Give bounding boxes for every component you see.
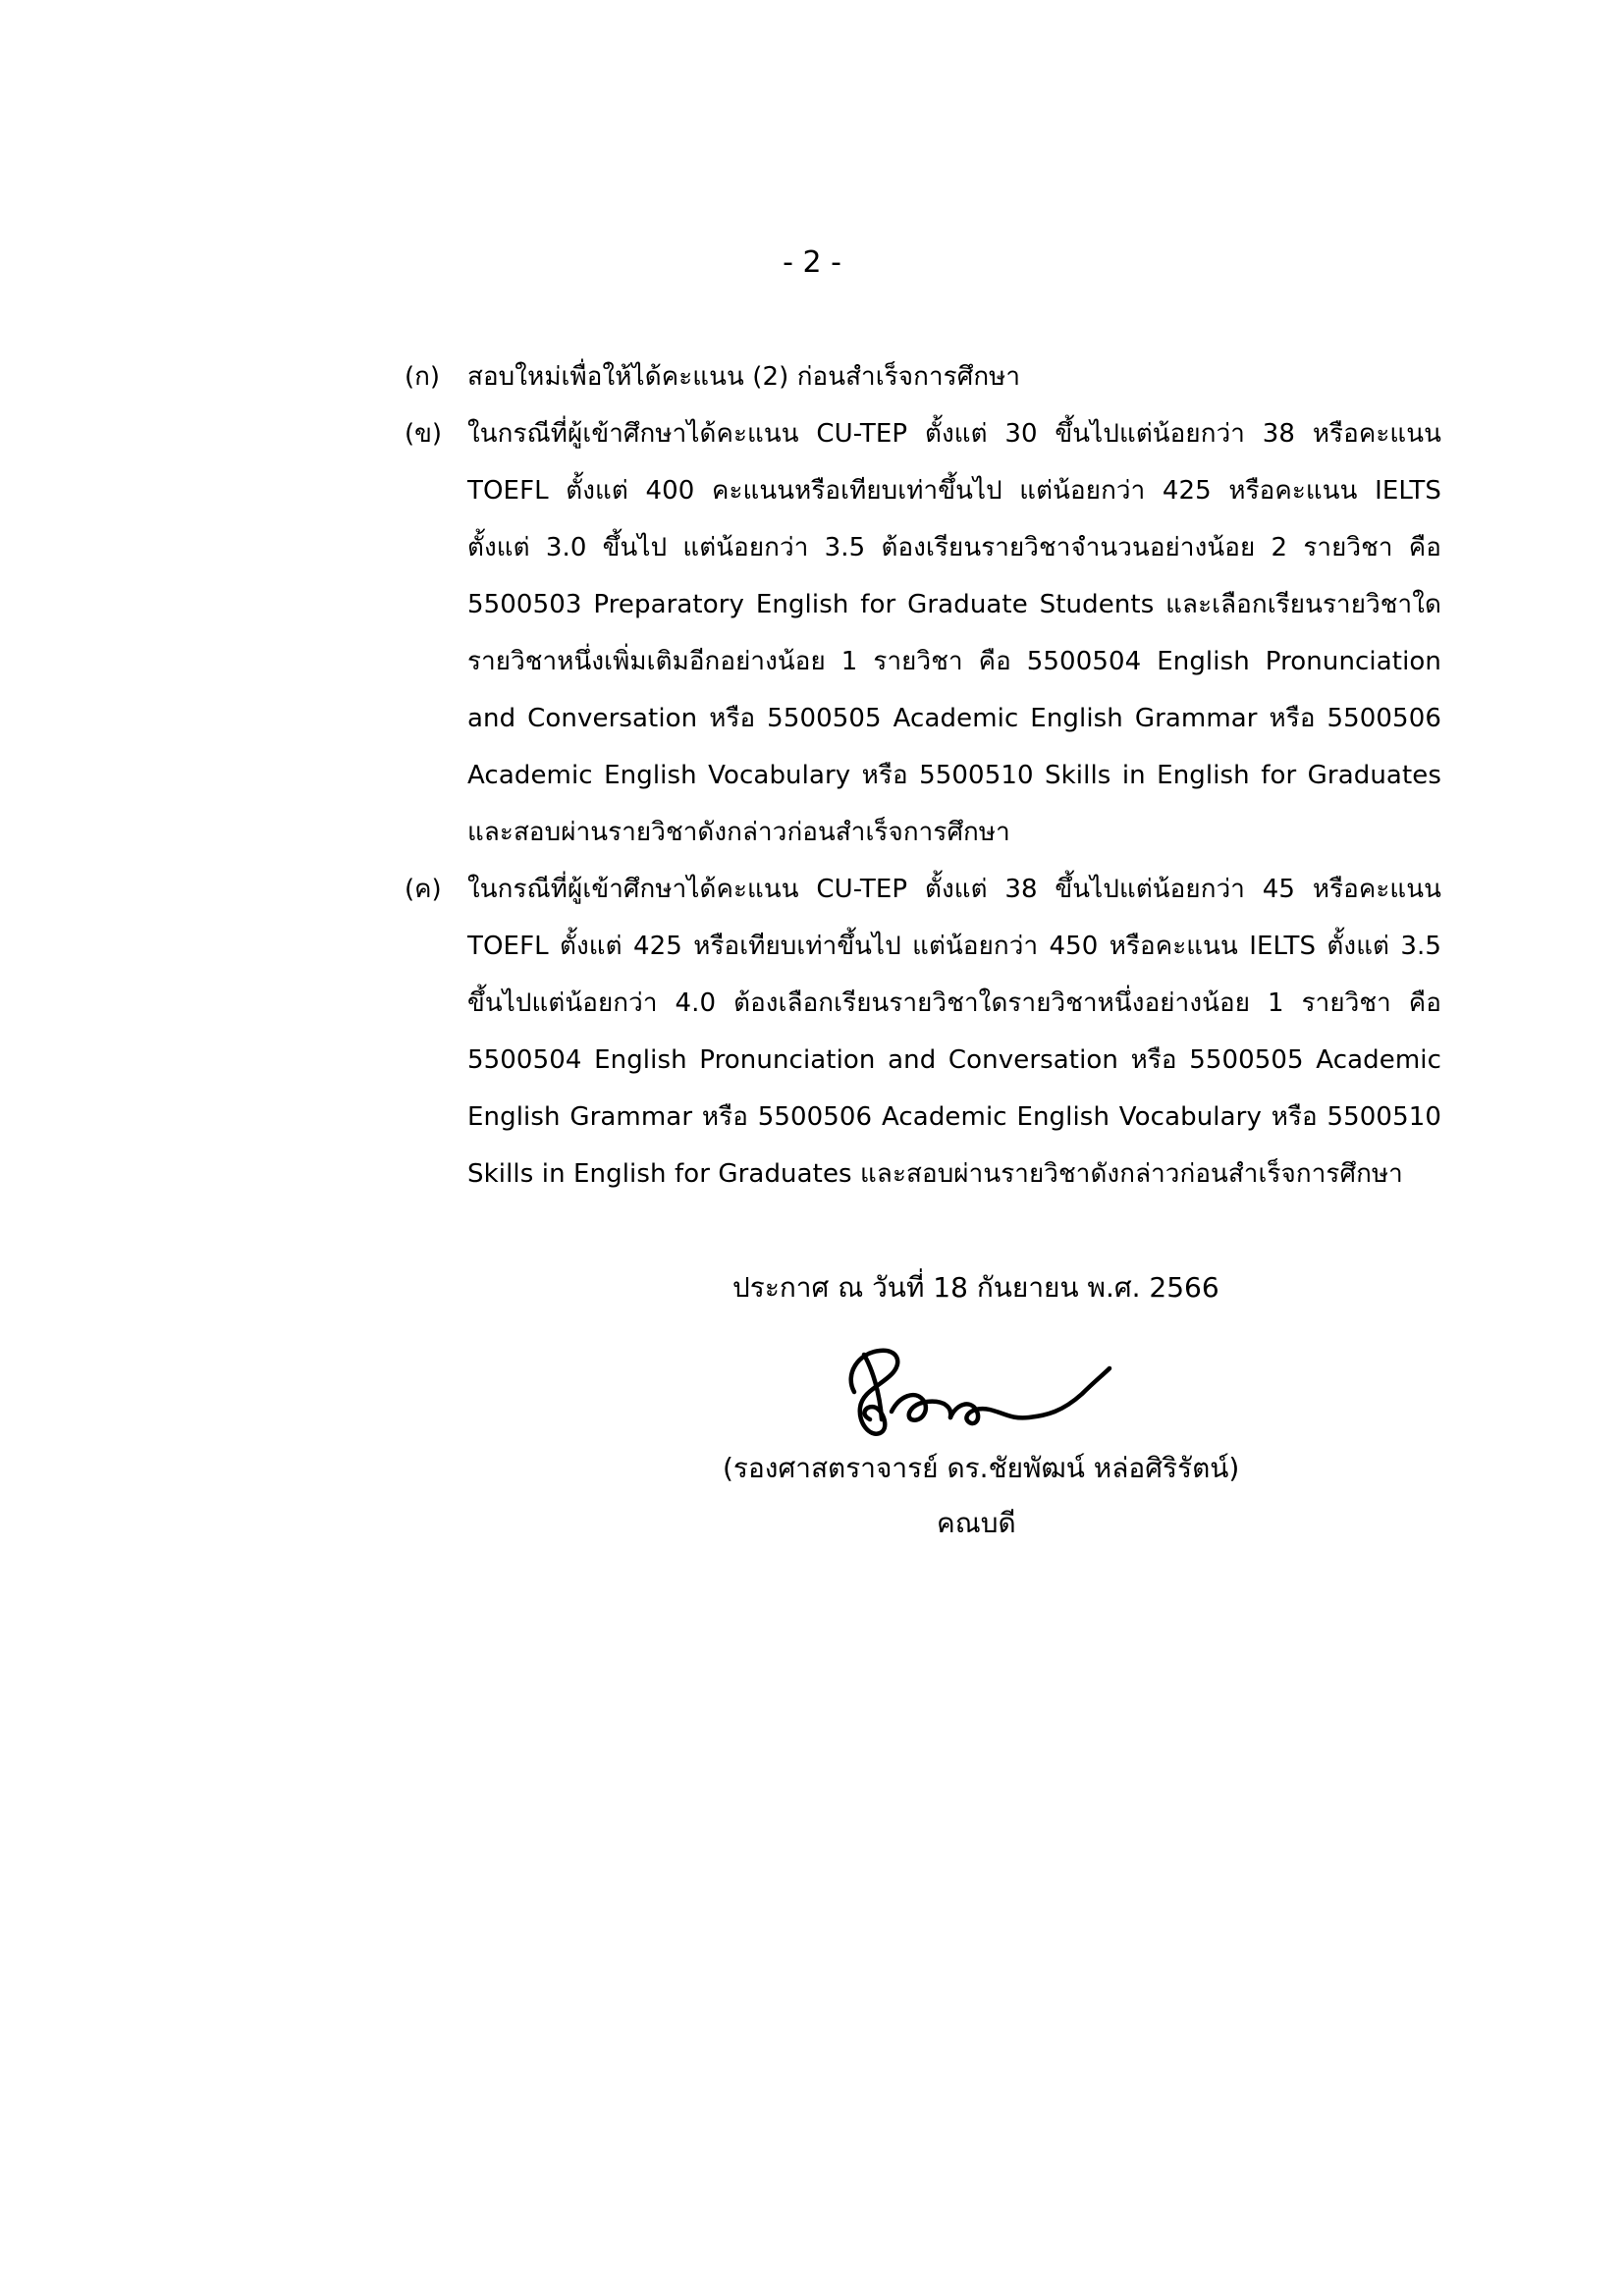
- announcement-date: ประกาศ ณ วันที่ 18 กันยายน พ.ศ. 2566: [732, 1271, 1219, 1304]
- clause-text: ในกรณีที่ผู้เข้าศึกษาได้คะแนน CU-TEP ตั้งแต่ 30 ขึ้นไปแต่น้อยกว่า 38 หรือคะแนน TOEFL ตั้งแต่ 400 คะแนนหรือเทียบเท่าขึ้นไป แต่น้อยกว่า 425 หรือคะแนน IELTS ตั้งแต่ 3.0 ขึ้นไป แต่น้อยกว่า 3.5 ต้องเรียนรายวิชาจำนวนอย่างน้อย 2 รายวิชา คือ 5500503 Preparatory English for Graduate Students และเลือกเรียนรายวิชาใดรายวิชาหนึ่งเพิ่มเติมอีกอย่างน้อย 1 รายวิชา คือ 5500504 English Pronunciation and Conversation หรือ 5500505 Academic English Grammar หรือ 5500506 Academic English Vocabulary หรือ 5500510 Skills in English for Graduates และสอบผ่านรายวิชาดังกล่าวก่อนสำเร็จการศึกษา: [467, 419, 1441, 847]
- signature-image: [837, 1335, 1121, 1453]
- clause-list: [405, 348, 1441, 1202]
- signer-position: คณบดี: [937, 1507, 1016, 1539]
- clause-text: สอบใหม่เพื่อให้ได้คะแนน (2) ก่อนสำเร็จการศึกษา: [467, 362, 1021, 392]
- clause-ko: [405, 348, 1441, 405]
- clause-kho: [405, 405, 1441, 861]
- page-number: - 2 -: [783, 245, 841, 280]
- clause-marker: (ค): [405, 875, 442, 904]
- clause-marker: (ข): [405, 419, 443, 449]
- clause-marker: (ก): [405, 362, 441, 392]
- signer-name: (รองศาสตราจารย์ ดร.ชัยพัฒน์ หล่อศิริรัตน์): [723, 1452, 1240, 1484]
- clause-kho-khwai: [405, 861, 1441, 1202]
- clause-text: ในกรณีที่ผู้เข้าศึกษาได้คะแนน CU-TEP ตั้งแต่ 38 ขึ้นไปแต่น้อยกว่า 45 หรือคะแนน TOEFL ตั้งแต่ 425 หรือเทียบเท่าขึ้นไป แต่น้อยกว่า 450 หรือคะแนน IELTS ตั้งแต่ 3.5 ขึ้นไปแต่น้อยกว่า 4.0 ต้องเลือกเรียนรายวิชาใดรายวิชาหนึ่งอย่างน้อย 1 รายวิชา คือ 5500504 English Pronunciation and Conversation หรือ 5500505 Academic English Grammar หรือ 5500506 Academic English Vocabulary หรือ 5500510 Skills in English for Graduates และสอบผ่านรายวิชาดังกล่าวก่อนสำเร็จการศึกษา: [467, 875, 1441, 1189]
